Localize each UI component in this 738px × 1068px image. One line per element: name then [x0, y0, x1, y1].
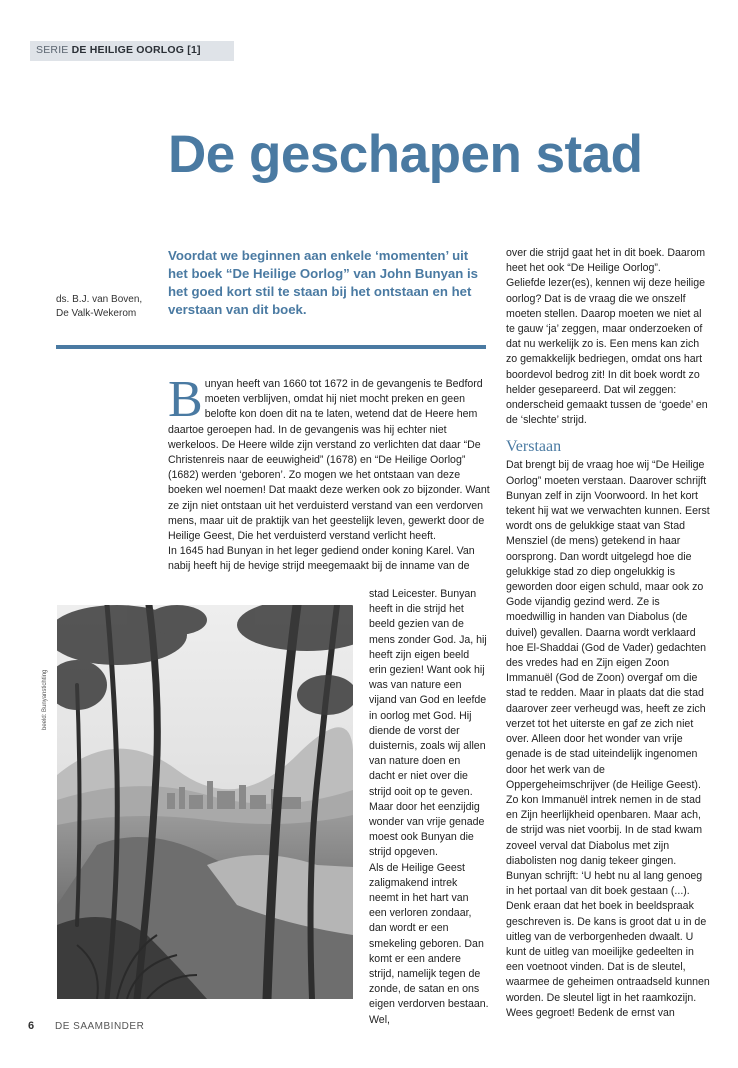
- author-name: ds. B.J. van Boven,: [56, 294, 143, 305]
- right-column: [506, 246, 711, 1021]
- image-credit: beeld: Bunyanstichting: [42, 669, 48, 730]
- series-label: SERIE DE HEILIGE OORLOG [1]: [36, 44, 201, 56]
- main-column: [168, 371, 490, 575]
- article-intro: Voordat we beginnen aan enkele ‘momenten’ uit het boek “De Heilige Oorlog” van John Bunyan is het goed kort stil te staan bij het ontstaan en het verstaan van dit boek.: [168, 248, 478, 317]
- series-banner: [30, 41, 234, 61]
- paragraph-1: Bunyan heeft van 1660 tot 1672 in de gevangenis te Bedford moeten verblijven, omdat hij niet mocht preken en geen belofte kon doen dit na te laten, wetend dat de Heere hem daartoe geroepen had. In de gevangenis was hij echter niet werkeloos. De Heere wilde zijn verstand zo verlichten dat daar “De Christenreis naar de eeuwigheid” (1678) en “De Heilige Oorlog” (1682) werden ‘geboren’. Zo mogen we het ontstaan van deze boeken wel noemen! Dat maakt deze werken ook zo bijzonder. Want ze zijn niet ontstaan uit het verduisterd verstand van een verdorven mens, maar uit de praktijk van het geestelijk leven, gewerkt door de Heilige Geest, Die het verduisterd verstand verlicht heeft.: [168, 371, 490, 543]
- narrow-column: [369, 587, 489, 1028]
- subheading-verstaan: Verstaan: [506, 438, 562, 456]
- paragraph-2-continued: stad Leicester. Bunyan heeft in die strijd het beeld gezien van de mens zonder God. Ja, hij heeft zijn eigen beeld erin gezien! Want ook hij was van nature een vijand van God en leefde in oorlog met God. Hij diende de vorst der duisternis, zoals wij allen van nature doen en dacht er niet over die strijd ooit op te geven. Maar door het eenzijdig wonder van vrije genade moest ook Bunyan die strijd opgeven.: [369, 588, 487, 859]
- illustration-city-landscape: [57, 605, 353, 999]
- paragraph-r3: Dat brengt bij de vraag hoe wij “De Heilige Oorlog” moeten verstaan. Daarover schrijft Bunyan zelf in zijn Voorwoord. In het kort tekent hij wat we verwachten kunnen. Eerst wordt ons de gelukkige staat van Stad Mensziel (de mens) getekend in haar oorsprong. Dan wordt uitgelegd hoe die gelukkige stad zo diep ongelukkig is geworden door eigen schuld, maar ook zo Gode vijandig gezind werd. Ze is moedwillig in handen van Diabolus (de duivel) gevallen. Daarna wordt verklaard hoe El-Shaddai (God de Vader) gedachten des vredes had en Zijn eigen Zoon Immanuël (God de Zoon) overgaf om die stad te redden. Maar in plaats dat die stad daarover zeer verheugd was, heeft ze zich verzet tot het uiterste en gaf ze zich niet over. Alleen door het wonder van vrije genade is de stad uiteindelijk ingenomen door het werk van de Oppergeheimschrijver (de Heilige Geest).: [506, 459, 710, 791]
- author-byline: [56, 293, 142, 321]
- drop-cap: B: [168, 371, 203, 428]
- series-title: DE HEILIGE OORLOG [1]: [71, 44, 201, 56]
- paragraph-r4: Zo kon Immanuël intrek nemen in de stad en Zijn heerlijkheid openbaren. Maar ach, de strijd was niet voorbij. In de stad kwam zoveel verval dat Diabolus met zijn diabolisten nog danig tekeer gingen.: [506, 793, 703, 867]
- paragraph-3: Als de Heilige Geest zaligmakend intrek neemt in het hart van een verloren zondaar, dan wordt er een smekeling geboren. Dan komt er een andere strijd, namelijk tegen de zonde, de satan en ons eigen verdorven bestaan. Wel,: [369, 861, 489, 1026]
- paragraph-r2: Geliefde lezer(es), kennen wij deze heilige oorlog? Dat is de vraag die we onszelf moeten stellen. Daarop moeten we niet al te gauw ‘ja’ zeggen, maar onderzoeken of dat nu werkelijk zo is. Een mens kan zich zo gemakkelijk bedriegen, omdat ons hart boordevol bedrog zit! In dit boek wordt zo helder gesepareerd. Dat wil zeggen: onderscheid gemaakt tussen de ‘goede’ en de ‘slechte’ strijd.: [506, 277, 708, 427]
- magazine-name: DE SAAMBINDER: [55, 1021, 145, 1032]
- paragraph-r1: over die strijd gaat het in dit boek. Daarom heet het ook “De Heilige Oorlog”.: [506, 247, 706, 275]
- paragraph-r5: Bunyan schrijft: ‘U hebt nu al lang genoeg in het portaal van dit boek gestaan (...). Denk eraan dat het boek in beeldspraak geschreven is. De kans is groot dat u in de uitleg van de verborgenheden dwaalt. U kunt de uitleg van moeilijke gedeelten in een voetnoot vinden. Dat is de sleutel, waarmee de geheimen ontraadseld kunnen worden. De sleutel ligt in het raamkozijn. Wees gegroet! Bedenk de ernst van: [506, 869, 710, 1019]
- article-title: De geschapen stad: [168, 125, 643, 184]
- author-place: De Valk-Wekerom: [56, 308, 137, 319]
- divider: [56, 345, 486, 349]
- page-number: 6: [28, 1020, 35, 1032]
- illustration-svg: [57, 605, 353, 999]
- paragraph-2: In 1645 had Bunyan in het leger gediend onder koning Karel. Van nabij heeft hij de hevige strijd meegemaakt bij de inname van de: [168, 545, 475, 573]
